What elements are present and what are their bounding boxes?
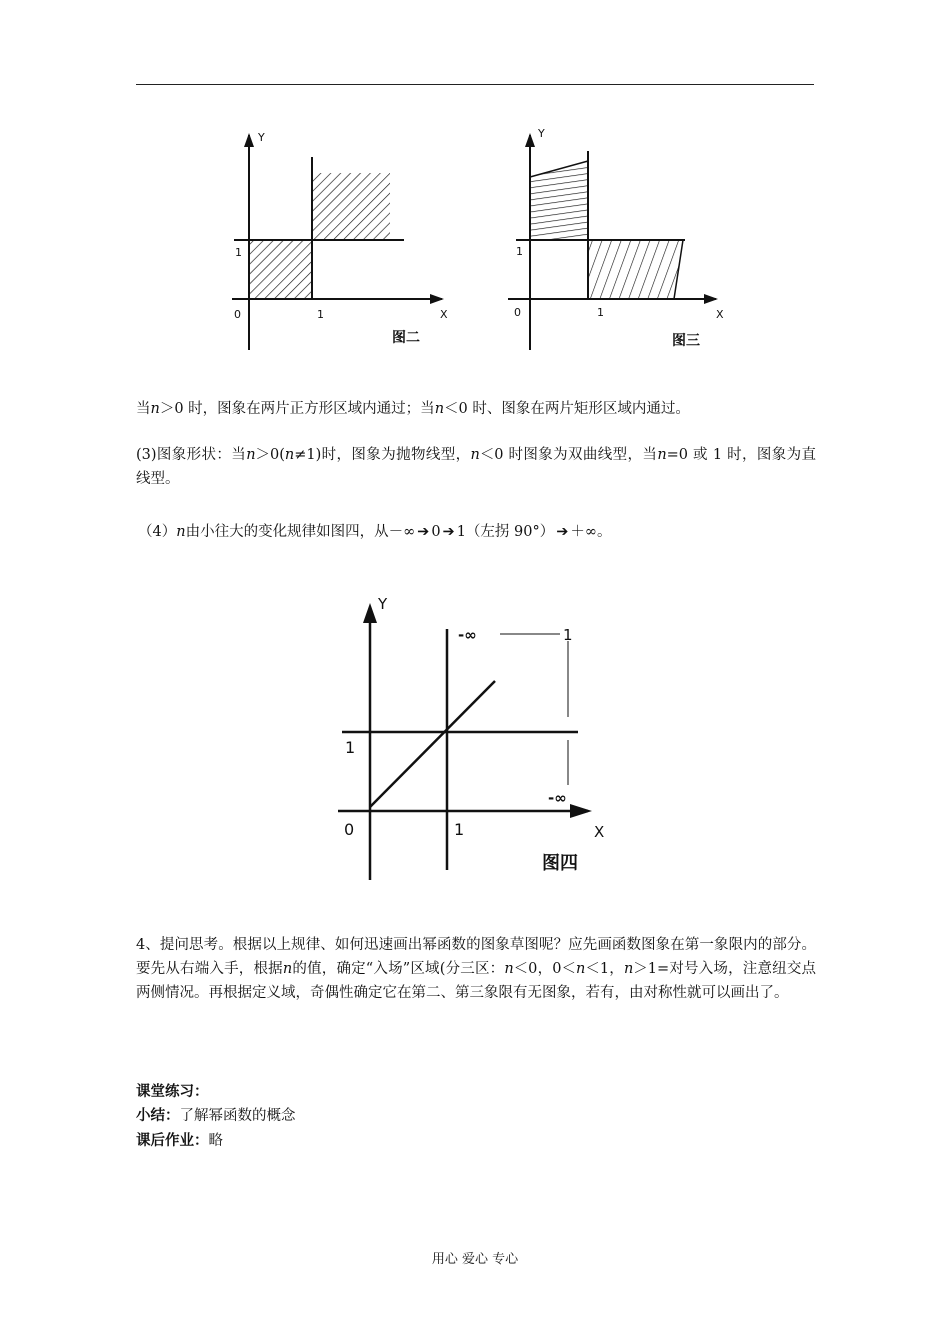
label-neg-inf-right: -∞	[548, 789, 567, 807]
origin-label: 0	[514, 306, 521, 319]
x-axis-arrow-icon	[430, 294, 444, 304]
p4-text-d: ＜1，	[585, 961, 624, 977]
p3-text-a: （4）	[138, 524, 177, 540]
figure-3	[500, 125, 740, 355]
p2-text-c: ≠1)时，图象为抛物线型，	[294, 447, 471, 463]
figure-3-svg	[500, 125, 740, 355]
label-one-top: 1	[563, 626, 573, 644]
practice-label: 课堂练习：	[136, 1083, 209, 1100]
x-axis-label: X	[594, 823, 605, 841]
origin-label: 0	[234, 308, 241, 321]
x-tick-label: 1	[454, 820, 465, 839]
p1-text-a: 当	[136, 401, 151, 417]
p1-var-n-2: n	[434, 401, 445, 417]
p4-var-n-4: n	[623, 961, 634, 977]
p2-text-a: (3)图象形状：当	[136, 447, 247, 463]
hatched-rect-right	[588, 240, 683, 299]
figure-caption: 图四	[542, 853, 578, 874]
paragraph-4	[136, 933, 816, 1005]
paragraph-3	[138, 520, 818, 544]
homework-text: 略	[208, 1133, 223, 1149]
y-tick-label: 1	[516, 245, 523, 258]
hatched-rect-upper	[530, 161, 588, 240]
homework-label: 课后作业：	[136, 1132, 209, 1149]
paragraph-2	[136, 443, 816, 491]
p4-text-e: ＞1=对号入场，注意纽交点两侧情况。再根据定义域，奇偶性确定它在第二、第三象限有无图象，若有，由对称性就可以画出了。	[136, 961, 817, 1001]
arrow-icon: ➔	[556, 524, 569, 540]
x-axis-arrow-icon	[704, 294, 718, 304]
p2-var-n-3: n	[470, 447, 480, 463]
y-axis-label: Y	[378, 595, 388, 613]
figure-4-svg	[330, 585, 630, 885]
hatched-square-lower	[249, 240, 312, 299]
figure-2-svg	[220, 125, 460, 355]
figure-2	[220, 125, 460, 355]
x-axis-label: X	[440, 308, 448, 321]
x-tick-label: 1	[597, 306, 604, 319]
homework-line	[136, 1129, 816, 1153]
p2-var-n: n	[246, 447, 256, 463]
summary-line	[136, 1104, 816, 1128]
p2-text-e: =0 或 1 时，图象为直线型。	[136, 447, 816, 487]
p2-var-n-2: n	[284, 447, 295, 463]
p2-text-b: ＞0(	[255, 447, 285, 463]
p2-var-n-4: n	[657, 447, 667, 463]
p3-text-b: 由小往大的变化规律如图四，从－∞	[185, 524, 416, 540]
y-axis-arrow-icon	[363, 603, 377, 623]
x-axis-label: X	[716, 308, 724, 321]
y-tick-label: 1	[235, 246, 242, 259]
p4-var-n: n	[282, 961, 293, 977]
paragraph-1	[136, 397, 816, 421]
line-n1	[370, 681, 495, 807]
p3-var-n: n	[176, 524, 186, 540]
summary-text: 了解幂函数的概念	[179, 1108, 296, 1124]
figure-4	[330, 585, 630, 885]
summary-label: 小结：	[136, 1107, 180, 1124]
label-neg-inf-top: -∞	[458, 626, 477, 644]
p3-text-e: ＋∞。	[570, 524, 612, 540]
p4-text-a: 4、提问思考。根据以上规律、如何迅速画出幂函数的图象草图呢？应先画函数图象在第一象限内的部分。要先从右端入手，根据	[136, 937, 816, 977]
p2-text-d: ＜0 时图象为双曲线型，当	[479, 447, 658, 463]
p4-var-n-2: n	[504, 961, 514, 977]
p1-text-c: ＜0 时、图象在两片矩形区域内通过。	[444, 401, 690, 417]
origin-label: 0	[344, 820, 355, 839]
arrow-icon: ➔	[442, 524, 455, 540]
p1-var-n: n	[150, 401, 160, 417]
hatched-square-upper	[312, 173, 390, 240]
p4-var-n-3: n	[576, 961, 586, 977]
header-rule	[136, 84, 814, 85]
y-tick-label: 1	[345, 738, 356, 757]
practice-heading	[136, 1080, 816, 1104]
p3-text-d: 1（左拐 90°）	[456, 524, 555, 540]
p4-text-c: ＜0，0＜	[513, 961, 576, 977]
y-axis-label: Y	[538, 127, 545, 140]
y-axis-arrow-icon	[244, 133, 254, 147]
page-footer: 用心 爱心 专心	[431, 1252, 519, 1267]
p1-text-b: ＞0 时，图象在两片正方形区域内通过；当	[159, 401, 435, 417]
x-axis-arrow-icon	[570, 804, 592, 818]
p4-text-b: 的值，确定“入场”区域(分三区：	[292, 961, 505, 977]
figure-caption: 图三	[672, 333, 700, 349]
figure-caption: 图二	[392, 330, 420, 346]
y-axis-label: Y	[258, 131, 265, 144]
arrow-icon: ➔	[417, 524, 430, 540]
y-axis-arrow-icon	[525, 133, 535, 147]
p3-text-c: 0	[431, 524, 441, 540]
x-tick-label: 1	[317, 308, 324, 321]
